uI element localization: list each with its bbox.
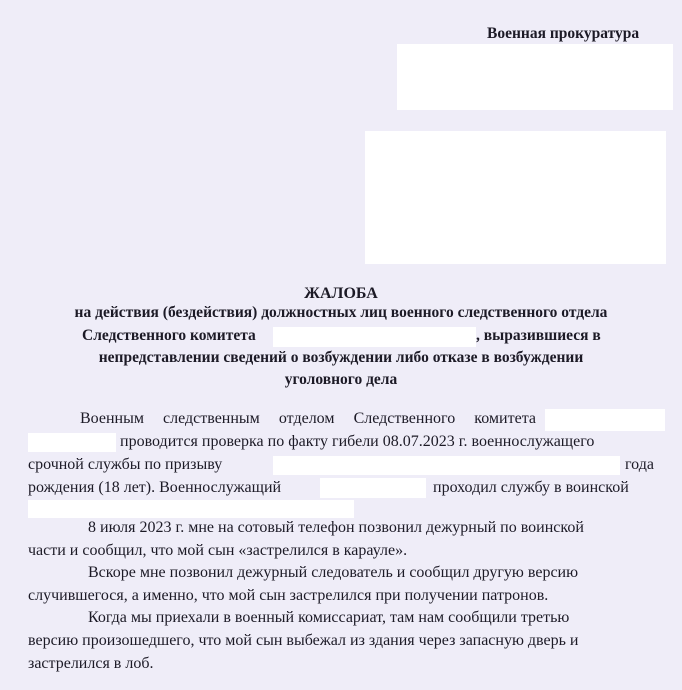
p4-line-3: застрелился в лоб. [28,655,154,672]
p4-line-1: Когда мы приехали в военный комиссариат, там нам сообщили третью [88,609,570,626]
title-line-2-prefix: Следственного комитета [82,327,256,344]
redacted-recipient-block [397,44,673,110]
p1-line-3-a: срочной службы по призыву [28,456,223,473]
recipient-heading: Военная прокуратура [487,25,640,42]
redacted-line-start [28,433,116,452]
redacted-serviceman-name [273,456,620,475]
title-line-3: непредставлении сведений о возбуждении либо отказе в возбуждении [98,349,584,366]
p1-line-4-a: рождения (18 лет). Военнослужащий [28,479,282,496]
p2-line-1: 8 июля 2023 г. мне на сотовый телефон позвонил дежурный по воинской [88,519,584,536]
redacted-serviceman-surname [320,478,426,498]
word: комитета [474,410,536,427]
title-line-4: уголовного дела [284,371,398,388]
redacted-military-unit [28,500,354,518]
p1-line-1 [80,410,536,428]
p1-line-2: проводится проверка по факту гибели 08.07.2023 г. военнослужащего [120,433,595,450]
title-line-2-suffix: , выразившиеся в [476,327,601,344]
word: Военным [80,410,144,427]
p3-line-2: случившегося, а именно, что мой сын застрелился при получении патронов. [28,587,549,604]
p4-line-2: версию произошедшего, что мой сын выбежал из здания через запасную дверь и [28,632,579,649]
p3-line-1: Вскоре мне позвонил дежурный следователь и сообщил другую версию [88,564,579,581]
redacted-committee-region [545,409,665,431]
word: отделом [278,410,335,427]
title-line-1: на действия (бездействия) должностных лиц военного следственного отдела [74,304,608,321]
word: Следственного [353,410,456,427]
p2-line-2: части и сообщил, что мой сын «застрелился в карауле». [28,542,408,559]
word: следственным [163,410,260,427]
p1-line-3-b: года [625,456,654,473]
redacted-sender-block [365,131,666,264]
document-title: ЖАЛОБА [304,285,378,302]
p1-line-4-b: проходил службу в воинской [433,479,629,496]
redacted-committee-name [273,327,476,347]
